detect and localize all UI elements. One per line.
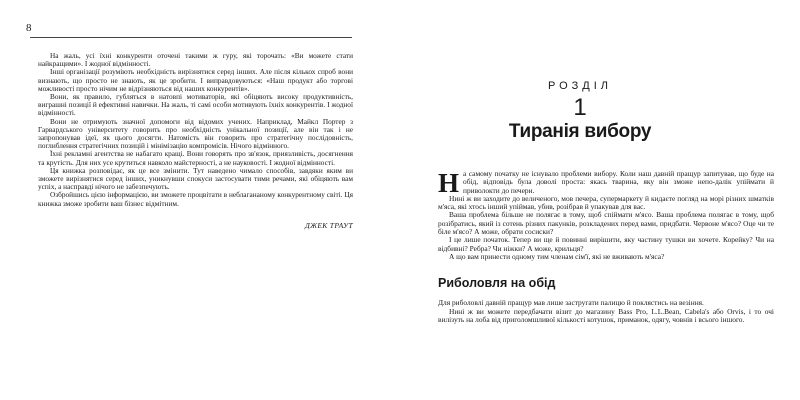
section-paragraph: Для риболовлі давній пращур мав лише застругати палицю й поклястись на везіння. — [438, 298, 704, 308]
right-paragraph: Нині ж ви заходите до величеного, мов печера, супермаркету й кидаєте погляд на морі різних шматків м'яса, які хтось інший упіймав, убив, розібрав й упакував для вас. — [438, 193, 774, 212]
left-paragraph: Вони, як правило, губляться в натовпі мотиваторів, які обіцяють високу продуктивність, виграшні позиції й ефективні навички. На жаль, ті самі особи мотивують їхніх конкурентів. І жодної відмінності. — [38, 92, 353, 118]
first-paragraph-text: а самому початку не існувало проблеми вибору. Коли наш давній пращур запитував, що буде на обід, відповідь була доволі проста: якась тварина, яку він зможе непо-далік упіймати й приволокти до печери. — [463, 169, 774, 195]
right-paragraph: Ваша проблема більше не полягає в тому, щоб спіймати м'ясо. Ваша проблема полягає в тому, щоб розібратись, який із сотень різних пакунків, розкладених перед вами, придбати. Червоне м'ясо? Оце чи те біле м'ясо? А може, обрати сосиски? — [438, 210, 774, 237]
left-paragraph: На жаль, усі їхні конкуренти оточені такими ж гуру, які торочать: «Ви можете стати найкращими». І жодної відмінності. — [38, 51, 353, 69]
chapter-label: РОЗДІЛ — [547, 80, 613, 92]
right-paragraph: А що вам принести одному тим членам сім'ї, які не вживають м'яса? — [449, 251, 665, 261]
left-paragraph: Інші організації розуміють необхідність вирізнятися серед інших. Але після кількох спроб вони визнають, що просто не знають, як це зробити. І виправдовуються: «Наш продукт або торгові можливості просто нічим не відрізняються від наших конкурентів». — [38, 67, 353, 93]
right-paragraph: І це лише початок. Тепер ви ще й повинні вирішити, яку частину тушки ви хочете. Корейку? Чи на відбивні? Ребра? Чи ніжки? А може, крильця? — [438, 235, 774, 253]
first-paragraph — [438, 168, 774, 198]
left-paragraph: Озбройшись цією інформацією, ви зможете процвітати в неблагананому конкурентному світі. Ця книжка зможе зробити ваш бізнес відмітним. — [38, 190, 353, 208]
chapter-number: 1 — [573, 94, 587, 121]
chapter-title: Тиранія вибору — [508, 121, 652, 142]
left-paragraph: Вони не отримують значної допомоги від відомих учених. Наприклад, Майкл Портер з Гарвардського університету говорить про необхідність унікальної позиції, але він так і не запропонував ідеї, як цього досягти. Натомість він говорить про стратегічну послідовність, поглиблення стратегічних позицій і мінімізацію компромісів. Нічого відмінного. — [38, 116, 353, 151]
section-paragraph: Нині ж ви можете передбачати візит до магазину Bass Pro, L.L.Bean, Cabela's або Orvis, і то очі вилізуть на лоба від приголомшливої кількості котушок, приманок, одягу, човнів і всього іншого. — [438, 306, 774, 324]
drop-cap: Н — [438, 168, 460, 198]
left-body — [26, 52, 381, 208]
left-paragraph: Їхні рекламні агентства не набагато кращі. Вони говорять про зв'язок, приязливість, досягнення та крутість. Для них усе крутиться навколо майстерності, а не науковості. І жодної відмінності. — [38, 149, 353, 167]
header-rule — [30, 37, 352, 38]
left-paragraph: Ця книжка розповідає, як це все змінити. Тут наведено чимало способів, завдяки яким ви зможете вирізнятися серед інших, уникнувши спокуси застосувати тими речами, які обіцяють вам успіх, а насправді нічого не забезпечують. — [38, 165, 353, 192]
signature: ДЖЕК ТРАУТ — [304, 220, 353, 230]
page-number: 8 — [26, 22, 32, 34]
section-heading: Риболовля на обід — [438, 276, 556, 291]
right-body — [438, 170, 774, 324]
left-page — [26, 22, 381, 230]
